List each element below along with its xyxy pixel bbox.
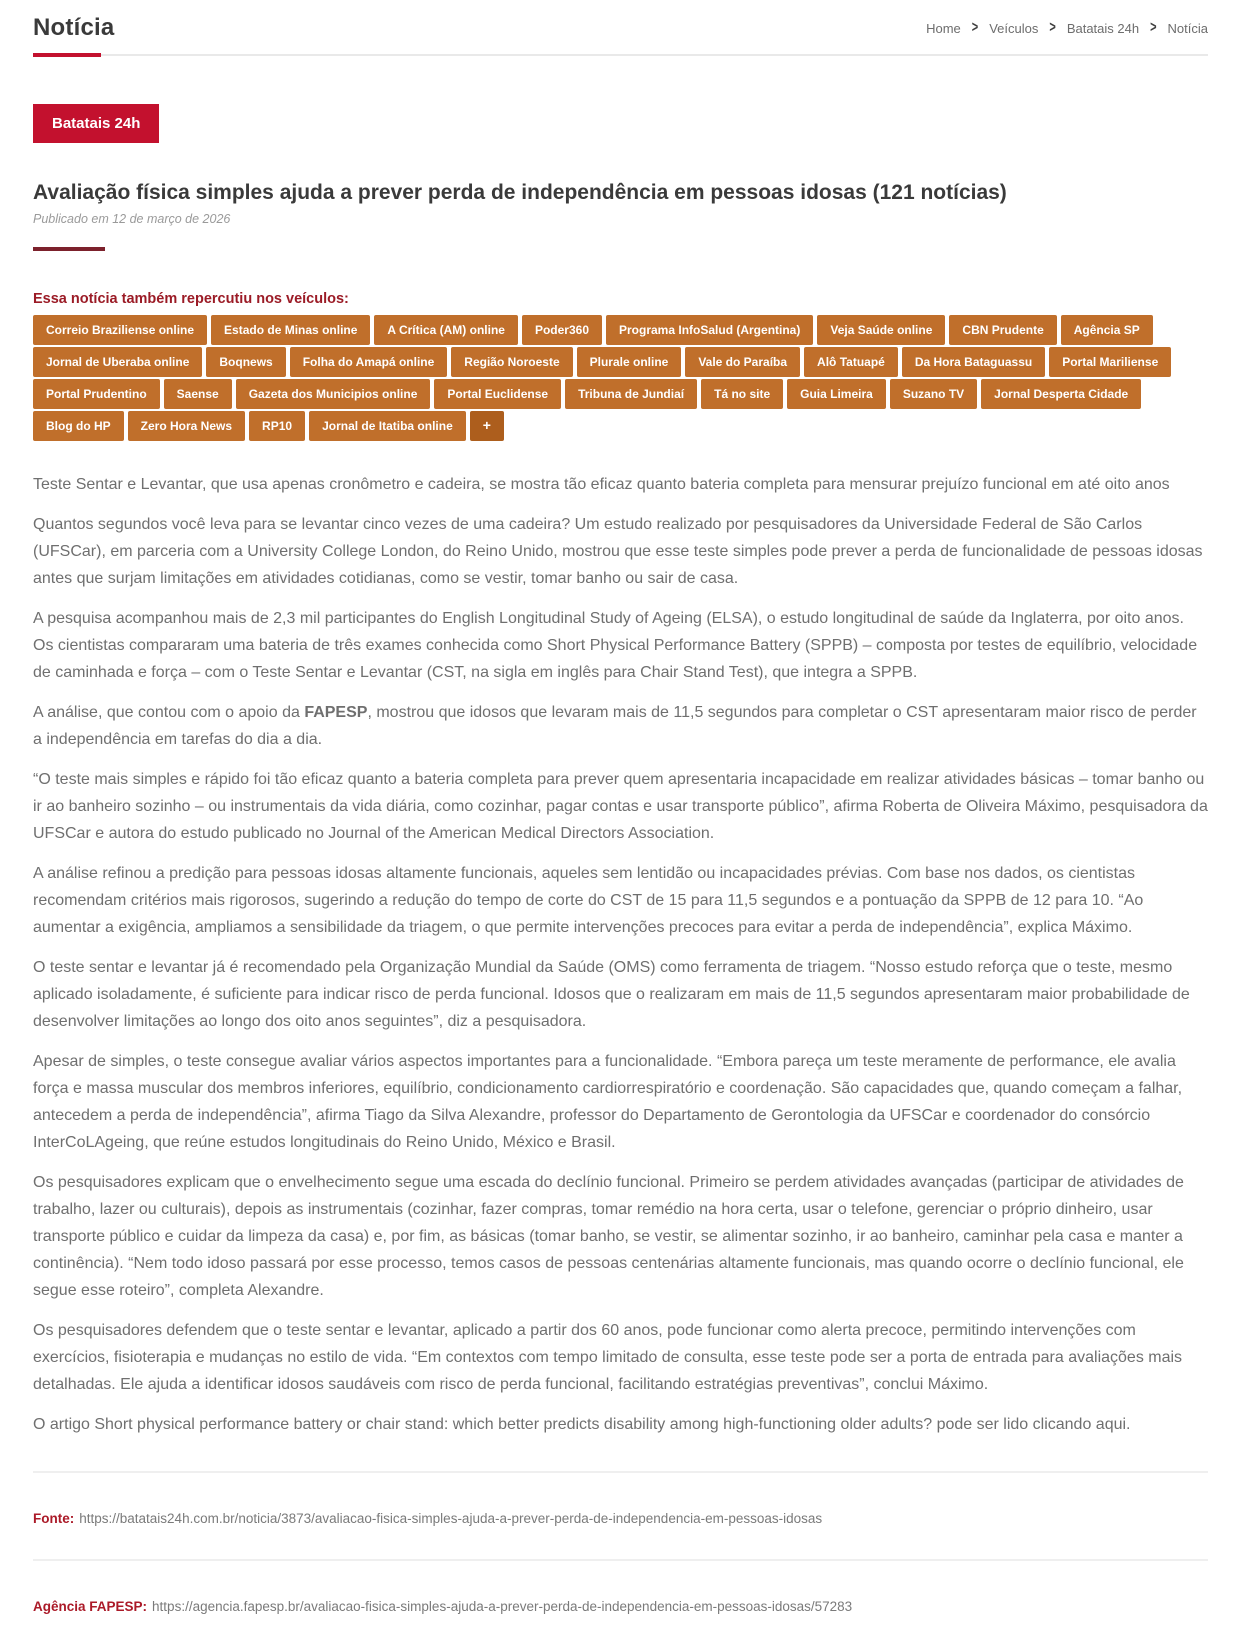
repercussion-heading: Essa notícia também repercutiu nos veículos:: [33, 291, 349, 307]
vehicle-tag[interactable]: Jornal de Itatiba online: [309, 411, 466, 441]
vehicle-tag[interactable]: Portal Mariliense: [1049, 347, 1171, 377]
vehicle-tag[interactable]: Região Noroeste: [451, 347, 572, 377]
vehicle-tag[interactable]: Estado de Minas online: [211, 315, 370, 345]
vehicle-tag[interactable]: Portal Prudentino: [33, 379, 160, 409]
fapesp-bold-text: FAPESP: [304, 704, 368, 721]
fonte-label: Fonte:: [33, 1511, 75, 1526]
vehicle-tag[interactable]: Veja Saúde online: [817, 315, 945, 345]
article-paragraph: O teste sentar e levantar já é recomendado pela Organização Mundial da Saúde (OMS) como ferramenta de triagem. “Nosso estudo reforça que o teste, mesmo aplicado isoladamente, é suficiente para indicar risco de perda funcional. Idosos que o realizaram em mais de 11,5 segundos apresentaram maior probabilidade de desenvolver limitações ao longo dos oito anos seguintes”, diz a pesquisadora.: [33, 959, 1190, 1030]
vehicle-tag[interactable]: A Crítica (AM) online: [374, 315, 518, 345]
fonte-url-link[interactable]: https://batatais24h.com.br/noticia/3873/avaliacao-fisica-simples-ajuda-a-prever-perda-de-independencia-em-pessoas-idosas: [79, 1511, 823, 1526]
page-title: Notícia: [33, 14, 115, 41]
breadcrumb-batatais-24h[interactable]: Batatais 24h: [1066, 20, 1140, 36]
article-paragraph: Teste Sentar e Levantar, que usa apenas cronômetro e cadeira, se mostra tão eficaz quanto bateria completa para mensurar prejuízo funcional em até oito anos: [33, 476, 1170, 493]
vehicle-tag[interactable]: Da Hora Bataguassu: [902, 347, 1045, 377]
vehicle-tag[interactable]: Correio Braziliense online: [33, 315, 207, 345]
article-paragraph: A pesquisa acompanhou mais de 2,3 mil participantes do English Longitudinal Study of Ageing (ELSA), o estudo longitudinal de saúde da Inglaterra, por oito anos. Os cientistas compararam uma bateria de três exames conhecida como Short Physical Performance Battery (SPPB) – composta por testes de equilíbrio, velocidade de caminhada e força – com o Teste Sentar e Levantar (CST, na sigla em inglês para Chair Stand Test), que integra a SPPB.: [33, 610, 1198, 681]
chevron-right-icon: >: [971, 19, 979, 37]
vehicle-tag[interactable]: Agência SP: [1061, 315, 1153, 345]
article-body: [33, 471, 1208, 1438]
vehicle-tag[interactable]: Guia Limeira: [787, 379, 886, 409]
vehicle-tag[interactable]: Saense: [164, 379, 232, 409]
vehicle-badge[interactable]: Batatais 24h: [33, 104, 159, 143]
vehicle-tag[interactable]: Suzano TV: [890, 379, 977, 409]
article-paragraph: Apesar de simples, o teste consegue avaliar vários aspectos importantes para a funcionalidade. “Embora pareça um teste meramente de performance, ele avalia força e massa muscular dos membros inferiores, equilíbrio, condicionamento cardiorrespiratório e coordenação. São capacidades que, quando começam a falhar, antecedem a perda de independência”, afirma Tiago da Silva Alexandre, professor do Departamento de Gerontologia da UFSCar e coordenador do consórcio InterCoLAgeing, que reúne estudos longitudinais do Reino Unido, México e Brasil.: [33, 1053, 1183, 1151]
vehicle-tag[interactable]: CBN Prudente: [949, 315, 1056, 345]
vehicle-tag[interactable]: Jornal Desperta Cidade: [981, 379, 1141, 409]
divider: [33, 1559, 1208, 1561]
vehicle-tag[interactable]: Poder360: [522, 315, 602, 345]
header-divider-accent: [33, 53, 101, 57]
vehicle-tag[interactable]: Zero Hora News: [128, 411, 245, 441]
vehicle-tag[interactable]: Vale do Paraíba: [685, 347, 800, 377]
vehicle-tag[interactable]: Gazeta dos Municipios online: [236, 379, 431, 409]
agencia-fapesp-label: Agência FAPESP:: [33, 1599, 148, 1614]
article-paragraph: O artigo Short physical performance battery or chair stand: which better predicts disability among high-functioning older adults? pode ser lido clicando aqui.: [33, 1416, 1131, 1433]
vehicle-tag[interactable]: Jornal de Uberaba online: [33, 347, 202, 377]
article-paragraph: A análise refinou a predição para pessoas idosas altamente funcionais, aqueles sem lentidão ou incapacidades prévias. Com base nos dados, os cientistas recomendam critérios mais rigorosos, sugerindo a redução do tempo de corte do CST de 15 para 11,5 segundos e a pontuação da SPPB de 12 para 10. “Ao aumentar a exigência, ampliamos a sensibilidade da triagem, o que permite intervenções precoces para evitar a perda de independência”, explica Máximo.: [33, 865, 1144, 936]
published-date: Publicado em 12 de março de 2026: [33, 212, 231, 226]
divider: [33, 1471, 1208, 1473]
vehicle-tag[interactable]: Alô Tatuapé: [804, 347, 898, 377]
vehicle-tags: [33, 315, 1208, 441]
vehicle-tag[interactable]: Tá no site: [701, 379, 783, 409]
more-tags-button[interactable]: +: [470, 411, 504, 441]
breadcrumb: [926, 21, 1208, 36]
article-paragraph: A análise, que contou com o apoio da FAPESP, mostrou que idosos que levaram mais de 11,5 segundos para completar o CST apresentaram maior risco de perder a independência em tarefas do dia a dia.: [33, 704, 1197, 748]
article-paragraph: “O teste mais simples e rápido foi tão eficaz quanto a bateria completa para prever quem apresentaria incapacidade em realizar atividades básicas – tomar banho ou ir ao banheiro sozinho – ou instrumentais da vida diária, como cozinhar, pagar contas e usar transporte público”, afirma Roberta de Oliveira Máximo, pesquisadora da UFSCar e autora do estudo publicado no Journal of the American Medical Directors Association.: [33, 771, 1208, 842]
article-paragraph: Quantos segundos você leva para se levantar cinco vezes de uma cadeira? Um estudo realizado por pesquisadores da Universidade Federal de São Carlos (UFSCar), em parceria com a University College London, do Reino Unido, mostrou que esse teste simples pode prever a perda de funcionalidade de pessoas idosas antes que surjam limitações em atividades cotidianas, como se vestir, tomar banho ou sair de casa.: [33, 516, 1203, 587]
article-title: Avaliação física simples ajuda a prever perda de independência em pessoas idosas (121 notícias): [33, 181, 1007, 204]
fonte-line: [33, 1511, 1208, 1526]
vehicle-tag[interactable]: Boqnews: [206, 347, 285, 377]
article-paragraph: Os pesquisadores defendem que o teste sentar e levantar, aplicado a partir dos 60 anos, pode funcionar como alerta precoce, permitindo intervenções com exercícios, fisioterapia e mudanças no estilo de vida. “Em contextos com tempo limitado de consulta, esse teste pode ser a porta de entrada para avaliações mais detalhadas. Ele ajuda a identificar idosos saudáveis com risco de perda funcional, facilitando estratégias preventivas”, conclui Máximo.: [33, 1322, 1183, 1393]
header-divider: [33, 54, 1208, 56]
vehicle-tag[interactable]: Programa InfoSalud (Argentina): [606, 315, 813, 345]
article-paragraph: Os pesquisadores explicam que o envelhecimento segue uma escada do declínio funcional. Primeiro se perdem atividades avançadas (participar de atividades de trabalho, lazer ou culturais), depois as instrumentais (cozinhar, fazer compras, tomar remédio na hora certa, usar o telefone, gerenciar o próprio dinheiro, usar transporte público e cuidar da limpeza da casa) e, por fim, as básicas (tomar banho, se vestir, se alimentar sozinho, ir ao banheiro, caminhar pela casa e manter a continência). “Nem todo idoso passará por esse processo, temos casos de pessoas centenárias altamente funcionais, mas quando ocorre o declínio funcional, ele segue esse roteiro”, completa Alexandre.: [33, 1174, 1184, 1299]
chevron-right-icon: >: [1150, 19, 1157, 37]
vehicle-tag[interactable]: Portal Euclidense: [434, 379, 561, 409]
chevron-right-icon: >: [1049, 19, 1056, 37]
breadcrumb-home[interactable]: Home: [926, 20, 961, 36]
breadcrumb-noticia: Notícia: [1167, 20, 1208, 36]
vehicle-tag[interactable]: Plurale online: [577, 347, 682, 377]
vehicle-tag[interactable]: Folha do Amapá online: [290, 347, 448, 377]
agencia-fapesp-line: [33, 1599, 1208, 1614]
agencia-fapesp-url-link[interactable]: https://agencia.fapesp.br/avaliacao-fisica-simples-ajuda-a-prever-perda-de-independencia-em-pessoas-idosas/57283: [152, 1599, 853, 1614]
page-header: [33, 0, 1208, 42]
vehicle-tag[interactable]: Tribuna de Jundiaí: [565, 379, 697, 409]
vehicle-tag[interactable]: Blog do HP: [33, 411, 124, 441]
vehicle-tag[interactable]: RP10: [249, 411, 305, 441]
title-accent-bar: [33, 247, 105, 251]
breadcrumb-veiculos[interactable]: Veículos: [989, 20, 1039, 36]
